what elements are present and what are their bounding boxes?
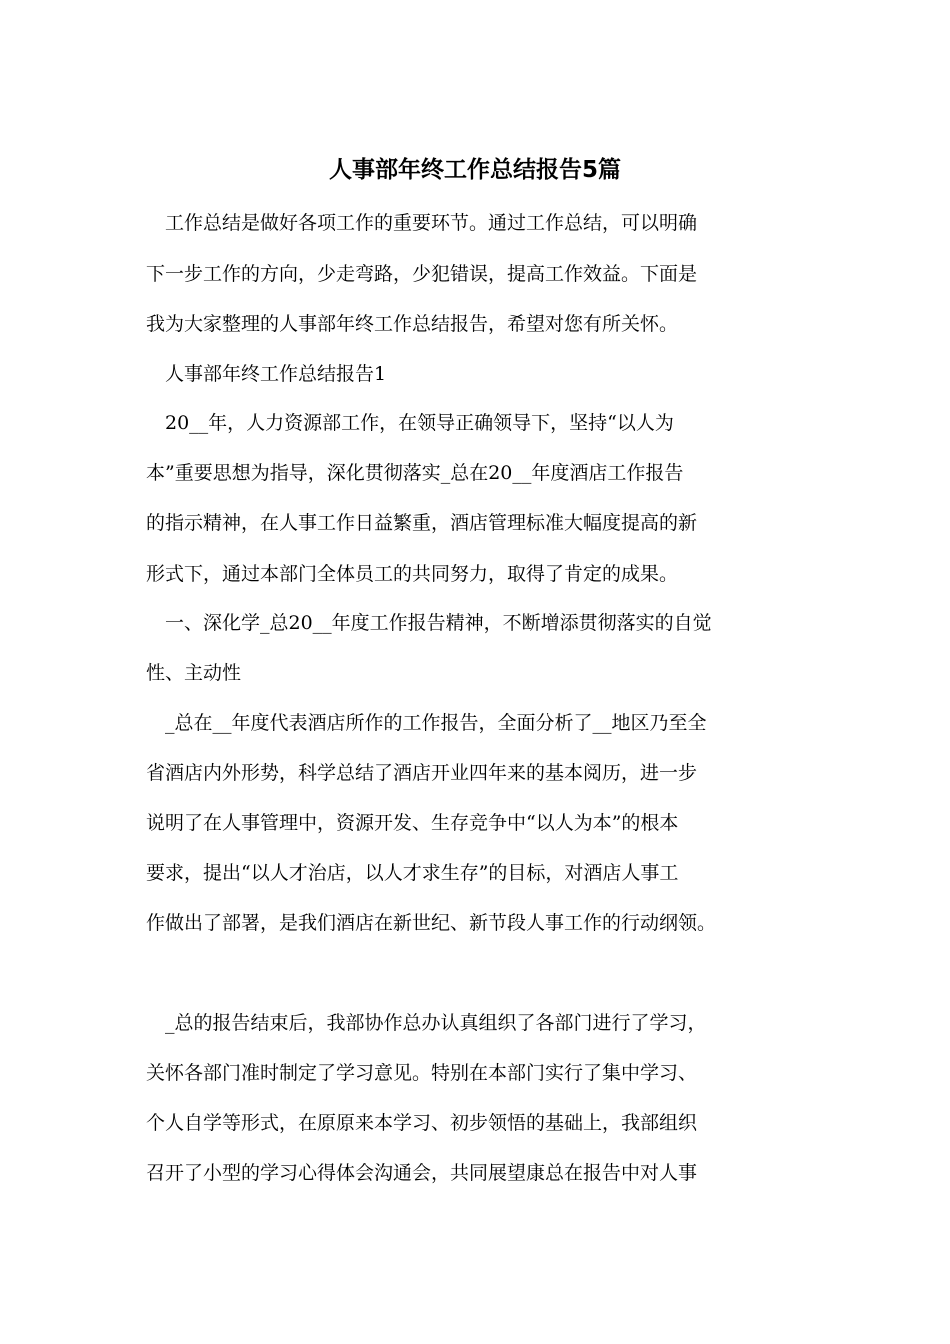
paragraph-line: 的指示精神，在人事工作日益繁重，酒店管理标准大幅度提高的新 — [146, 512, 698, 534]
subsection-heading: 性、主动性 — [146, 662, 242, 684]
paragraph-line: _总在__年度代表酒店所作的工作报告，全面分析了__地区乃至全 — [146, 712, 707, 734]
subsection-heading: 一、深化学_总20__年度工作报告精神，不断增添贯彻落实的自觉 — [146, 612, 712, 634]
paragraph-line: _总的报告结束后，我部协作总办认真组织了各部门进行了学习， — [146, 1012, 707, 1034]
paragraph-line: 工作总结是做好各项工作的重要环节。通过工作总结，可以明确 — [146, 212, 698, 234]
paragraph-line: 关怀各部门准时制定了学习意见。特别在本部门实行了集中学习、 — [146, 1062, 698, 1084]
paragraph-line: 省酒店内外形势，科学总结了酒店开业四年来的基本阅历，进一步 — [146, 762, 698, 784]
paragraph-line: 下一步工作的方向，少走弯路，少犯错误，提高工作效益。下面是 — [146, 263, 698, 285]
paragraph-line: 我为大家整理的人事部年终工作总结报告，希望对您有所关怀。 — [146, 313, 679, 335]
paragraph-line: 召开了小型的学习心得体会沟通会，共同展望康总在报告中对人事 — [146, 1162, 698, 1184]
paragraph-line: 要求，提出“以人才治店，以人才求生存”的目标，对酒店人事工 — [146, 862, 679, 884]
paragraph-line: 形式下，通过本部门全体员工的共同努力，取得了肯定的成果。 — [146, 563, 679, 585]
paragraph-line: 个人自学等形式，在原原来本学习、初步领悟的基础上，我部组织 — [146, 1112, 698, 1134]
section-heading: 人事部年终工作总结报告1 — [146, 363, 387, 385]
document-title: 人事部年终工作总结报告5篇 — [328, 157, 621, 183]
paragraph-line: 20__年，人力资源部工作，在领导正确领导下，坚持“以人为 — [146, 412, 674, 434]
paragraph-line: 说明了在人事管理中，资源开发、生存竞争中“以人为本”的根本 — [146, 812, 679, 834]
paragraph-line: 作做出了部署，是我们酒店在新世纪、新节段人事工作的行动纲领。 — [146, 912, 717, 934]
paragraph-line: 本”重要思想为指导，深化贯彻落实_总在20__年度酒店工作报告 — [146, 462, 684, 484]
